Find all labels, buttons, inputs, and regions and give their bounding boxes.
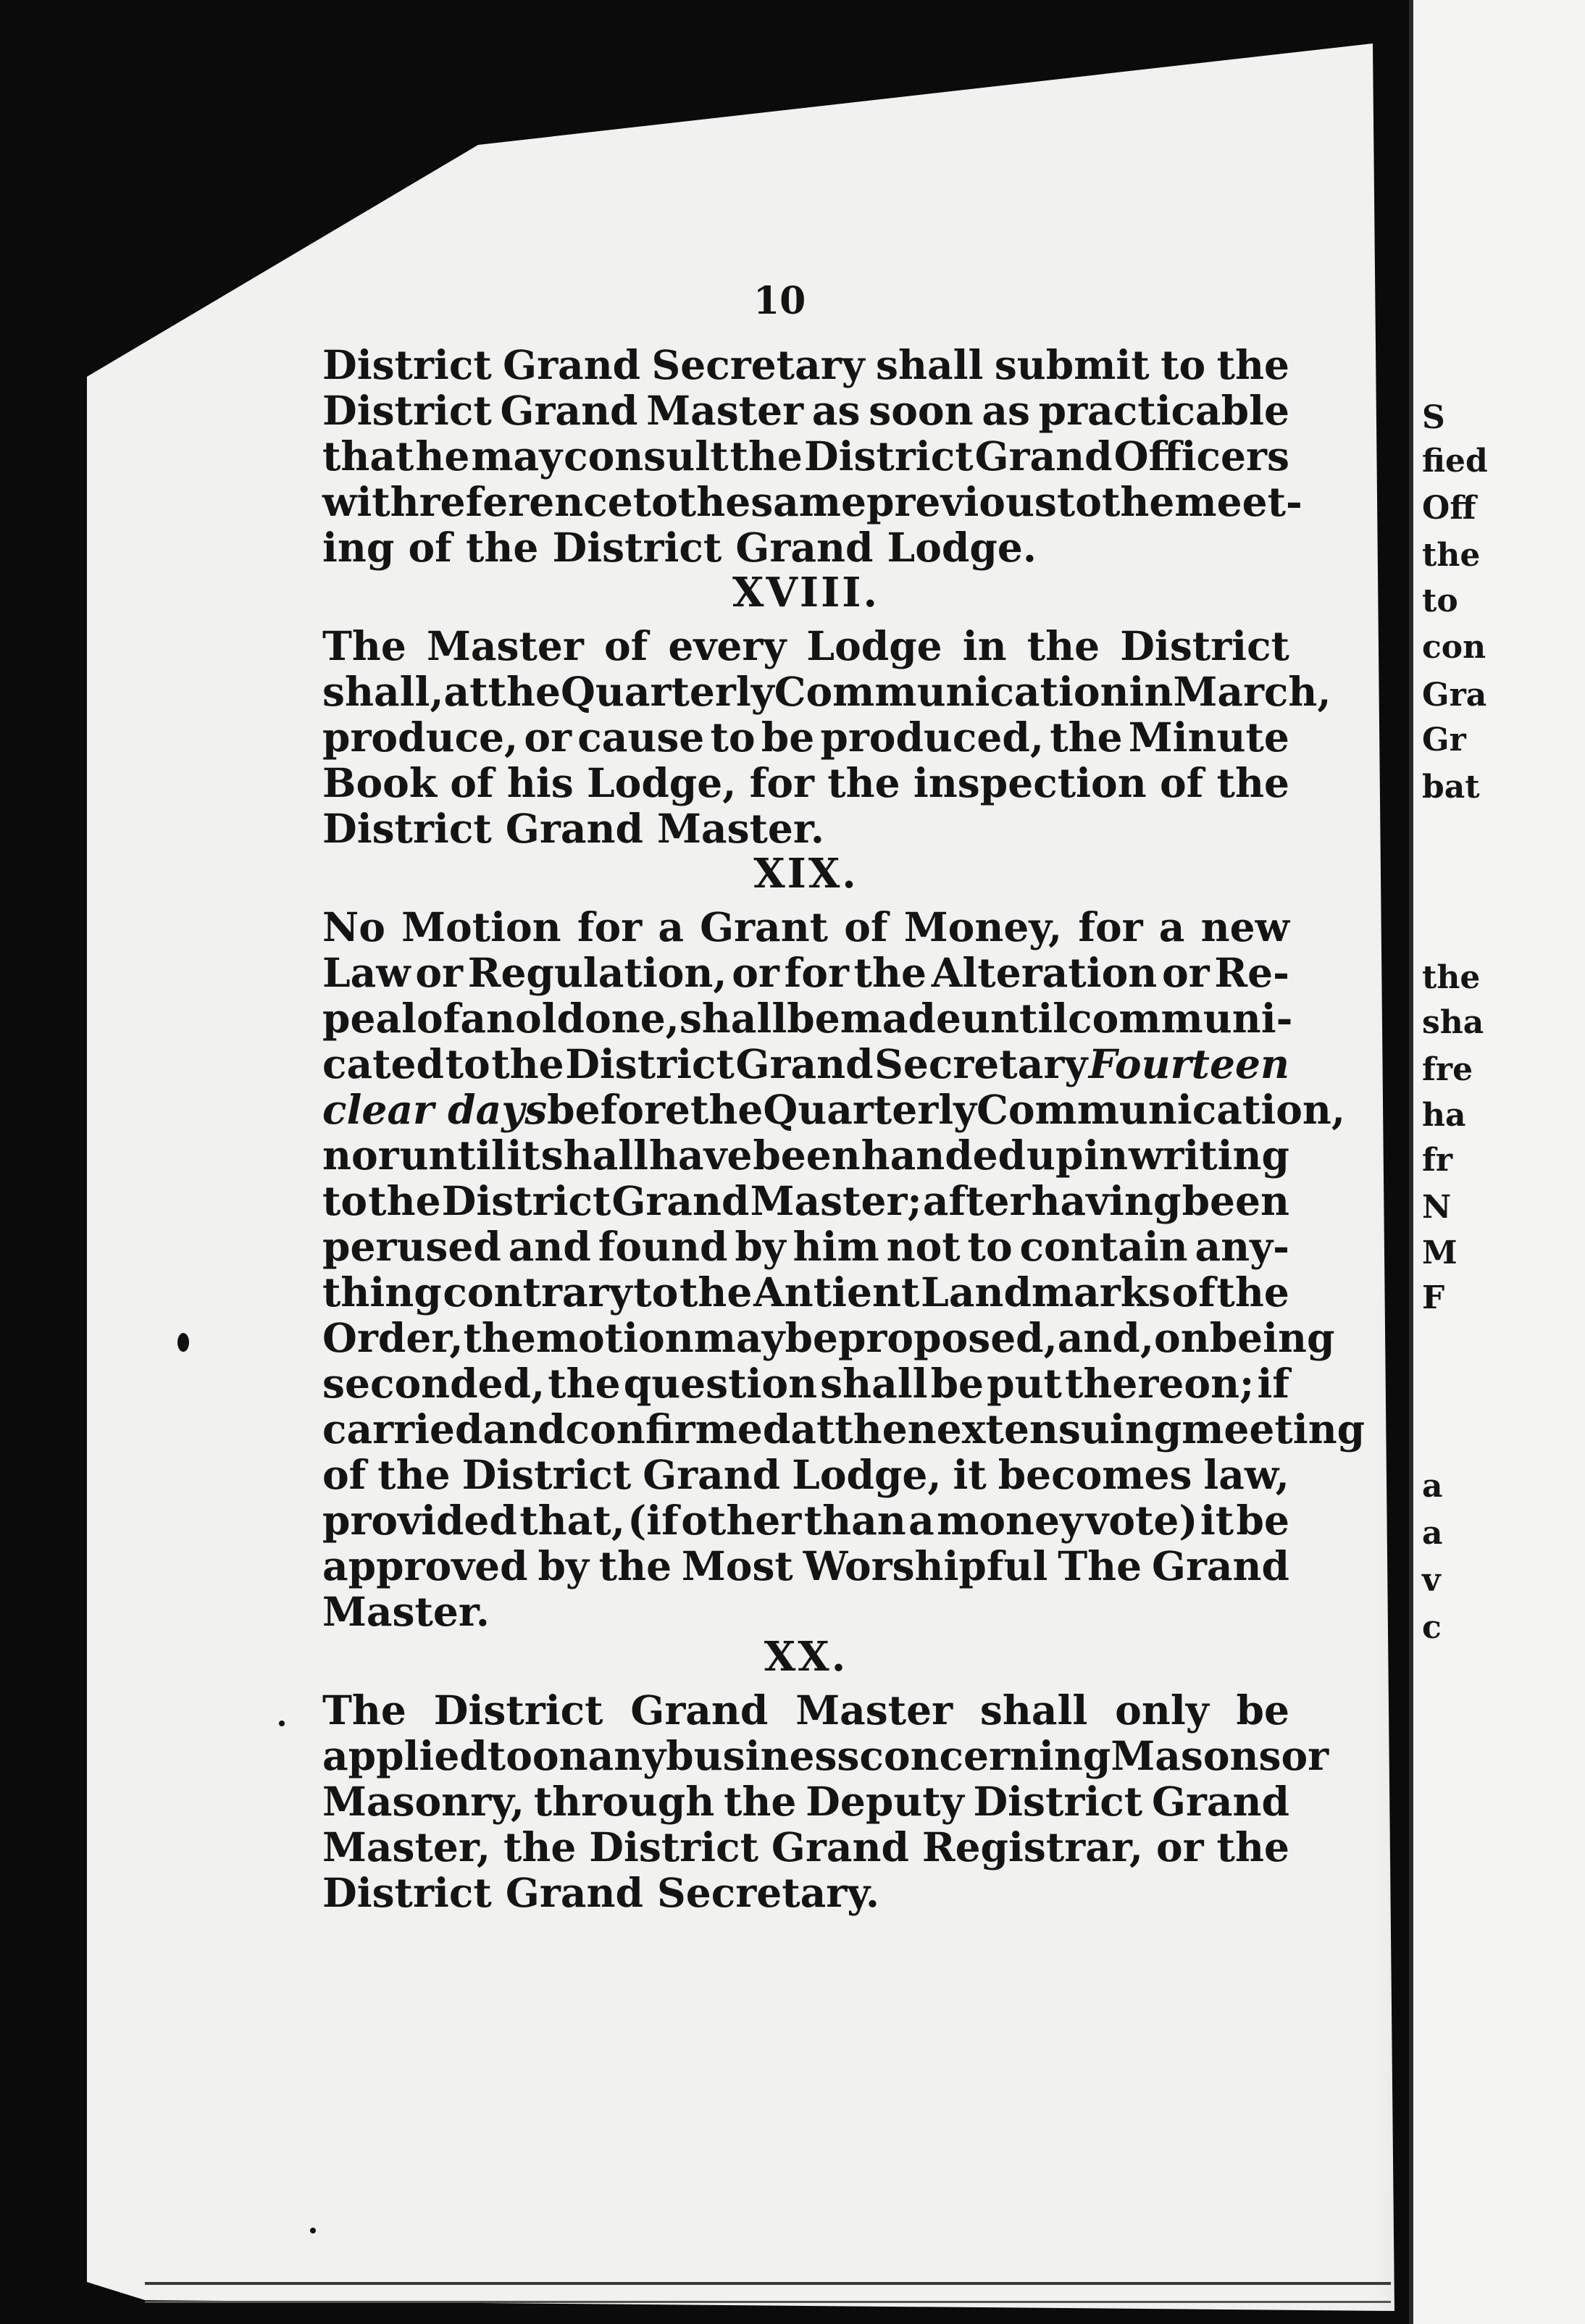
section-heading: XIX. [753, 850, 858, 898]
word: the [1102, 478, 1175, 525]
word: up [1026, 1132, 1084, 1179]
word: until [399, 1132, 506, 1179]
word: Deputy [806, 1778, 964, 1825]
word: that [322, 432, 414, 480]
word: applied [322, 1732, 488, 1779]
word: Most [681, 1542, 793, 1589]
word: law, [1203, 1451, 1289, 1498]
facing-page-fragment: ha [1422, 1097, 1466, 1134]
word: money [937, 1497, 1083, 1544]
text-line [322, 714, 1289, 760]
word: Secretary [874, 1040, 1088, 1087]
text-line [322, 760, 1289, 806]
text-line [322, 1543, 1289, 1589]
word: the [853, 949, 927, 996]
word: the [503, 1823, 577, 1871]
word: Master [427, 622, 584, 669]
word: other [681, 1497, 802, 1544]
word: a [1158, 903, 1185, 950]
word: previous [866, 478, 1057, 525]
word: The [322, 1686, 406, 1734]
word: Communication [774, 668, 1129, 715]
word: the [377, 1451, 451, 1498]
facing-page-fragment: the [1422, 959, 1481, 996]
word: Alteration [931, 949, 1158, 996]
word: March, [1173, 668, 1331, 715]
word: the [679, 1268, 753, 1316]
word: Antient [753, 1268, 920, 1316]
text-line [322, 1405, 1366, 1452]
word: at [790, 1405, 835, 1452]
word: the [729, 432, 803, 480]
word: in [1129, 668, 1174, 715]
word: perused [322, 1223, 501, 1270]
word: shall [540, 1132, 649, 1179]
text-line [322, 1269, 1289, 1315]
word: Order, [322, 1314, 464, 1361]
word: Landmarks [921, 1268, 1171, 1316]
word: meet- [1174, 478, 1302, 525]
word: shall [979, 1686, 1088, 1734]
text-line [322, 1041, 1289, 1087]
word: Money, [903, 903, 1063, 950]
page-number: 10 [753, 279, 806, 323]
word: by [735, 1223, 786, 1270]
word: Lodge, [792, 1451, 942, 1498]
word: than [803, 1497, 906, 1544]
word: District [322, 341, 492, 388]
word: for [784, 949, 849, 996]
facing-page-fragment: a [1422, 1468, 1443, 1505]
facing-page-fragment: a [1422, 1515, 1443, 1552]
word: he [415, 432, 470, 480]
word: the [677, 478, 751, 525]
word: of [844, 903, 888, 950]
facing-page-fragment: to [1422, 582, 1458, 619]
word: only [1115, 1686, 1209, 1734]
word: Worshipful [803, 1542, 1048, 1589]
word: Re- [1214, 949, 1289, 996]
ink-speck [177, 1333, 189, 1352]
word: and, [1057, 1314, 1155, 1361]
word: concerning [859, 1732, 1111, 1779]
word: as [982, 387, 1030, 434]
facing-page-fragment: S [1422, 399, 1445, 436]
word: Secretary [651, 341, 865, 388]
facing-page-fragment: fre [1422, 1051, 1473, 1088]
word: becomes [998, 1451, 1192, 1498]
facing-page-fragment: fied [1422, 443, 1488, 480]
word: new [1200, 903, 1289, 950]
text-line [322, 388, 1289, 433]
facing-page-fragment: v [1422, 1562, 1441, 1599]
word: to [1160, 341, 1206, 388]
word: the [1050, 714, 1123, 761]
word: District [565, 1040, 735, 1087]
word: to [445, 1040, 490, 1087]
word: having [1031, 1177, 1182, 1224]
italic-emphasis: Fourteen [1088, 1040, 1289, 1087]
word: it [953, 1451, 987, 1498]
text-line: District Grand Secretary. [322, 1869, 880, 1916]
word: the [1216, 341, 1289, 388]
word: writing [1129, 1132, 1289, 1179]
word: reference [419, 478, 633, 525]
word: at [443, 668, 488, 715]
text-line [322, 995, 1293, 1042]
word: of [450, 759, 494, 806]
word: to [487, 1732, 532, 1779]
word: been [753, 1132, 861, 1179]
word: or [524, 714, 572, 761]
word: Grand [611, 1177, 750, 1224]
word: shall [679, 995, 787, 1042]
text-line [322, 904, 1289, 950]
word: Law [322, 949, 411, 996]
word: be [787, 995, 840, 1042]
word: to [710, 714, 756, 761]
word: be [930, 1360, 984, 1407]
word: Quarterly [763, 1086, 977, 1133]
word: soon [869, 387, 974, 434]
text-line [322, 1778, 1289, 1824]
text-line [322, 1314, 1335, 1361]
word: next [907, 1405, 1004, 1452]
word: any [587, 1732, 666, 1779]
text-line [322, 950, 1289, 995]
word: Grand [503, 341, 641, 388]
word: put [987, 1360, 1062, 1407]
word: Officers [1113, 432, 1289, 480]
word: meeting [1182, 1405, 1366, 1452]
word: to [1056, 478, 1102, 525]
facing-page-edge [1409, 0, 1585, 2324]
word: and [482, 1405, 566, 1452]
text-line [322, 342, 1289, 388]
word: District [441, 1177, 611, 1224]
text-line [322, 1824, 1289, 1870]
word: a [908, 1497, 934, 1544]
word: made [840, 995, 961, 1042]
word: of [1171, 1268, 1216, 1316]
word: to [633, 1268, 679, 1316]
word: Communication, [976, 1086, 1346, 1133]
word: vote) [1085, 1497, 1198, 1544]
word: practicable [1038, 387, 1289, 434]
word: his [506, 759, 574, 806]
word: be [761, 714, 815, 761]
word: handed [861, 1132, 1026, 1179]
word: the [1216, 1268, 1289, 1316]
word: (if [627, 1497, 679, 1544]
word: Masons [1111, 1732, 1281, 1779]
ink-speck [310, 2228, 316, 2233]
word: No [322, 903, 385, 950]
facing-page-fragment: N [1422, 1189, 1452, 1226]
word: District [1120, 622, 1289, 669]
facing-page-fragment: sha [1422, 1004, 1484, 1041]
text-line [322, 623, 1289, 669]
word: in [1084, 1132, 1129, 1179]
word: or [1155, 1823, 1204, 1871]
word: Grand [735, 1040, 874, 1087]
page-bottom-edge [145, 2282, 1391, 2303]
word: the [491, 1040, 564, 1087]
text-line [322, 1132, 1289, 1178]
word: Motion [401, 903, 561, 950]
word: of [322, 1451, 367, 1498]
word: the [548, 1360, 621, 1407]
word: on [1154, 1314, 1210, 1361]
word: Registrar, [921, 1823, 1144, 1871]
word: shall, [322, 668, 444, 715]
word: Lodge, [586, 759, 737, 806]
word: seconded, [322, 1360, 545, 1407]
facing-page-fragment: Gra [1422, 677, 1487, 714]
facing-page-fragment: the [1422, 537, 1481, 574]
word: until [961, 995, 1068, 1042]
word: carried [322, 1405, 483, 1452]
word: District [322, 387, 492, 434]
word: the [488, 668, 561, 715]
word: been [1182, 1177, 1289, 1224]
word: the [463, 1314, 536, 1361]
word: an [460, 995, 515, 1042]
text-line [322, 1086, 1346, 1133]
word: contrary [443, 1268, 632, 1316]
word: one, [585, 995, 679, 1042]
word: old [514, 995, 585, 1042]
word: shall [876, 341, 984, 388]
section-heading: XVIII. [732, 569, 879, 616]
word: confirmed [565, 1405, 791, 1452]
word: have [648, 1132, 753, 1179]
word: the [1216, 759, 1289, 806]
word: every [668, 622, 787, 669]
word: same [750, 478, 866, 525]
word: for [1078, 903, 1143, 950]
facing-page-fragment: c [1422, 1609, 1442, 1646]
word: peal [322, 995, 417, 1042]
ink-speck [279, 1721, 285, 1726]
word: may [693, 1314, 785, 1361]
facing-page-fragment: bat [1422, 769, 1480, 806]
word: shall [820, 1360, 928, 1407]
word: Master [795, 1686, 953, 1734]
text-line [322, 1452, 1289, 1497]
word: as [811, 387, 861, 434]
word: contain [1019, 1223, 1188, 1270]
word: with [322, 478, 419, 525]
word: to [967, 1223, 1013, 1270]
word: approved [322, 1542, 528, 1589]
word: District [589, 1823, 758, 1871]
italic-emphasis: clear days [322, 1086, 548, 1133]
word: and [508, 1223, 591, 1270]
word: to [322, 1177, 368, 1224]
word: Grand [1151, 1542, 1289, 1589]
facing-page-fragment: F [1422, 1279, 1445, 1316]
word: be [1236, 1686, 1289, 1734]
word: cause [577, 714, 705, 761]
word: or [1281, 1732, 1329, 1779]
word: The [1058, 1542, 1142, 1589]
word: not [886, 1223, 961, 1270]
word: Grand [974, 432, 1113, 480]
word: to [632, 478, 678, 525]
text-line [322, 1360, 1289, 1406]
word: Masonry, [322, 1778, 524, 1825]
word: provided [322, 1497, 517, 1544]
word: Grand [643, 1451, 781, 1498]
word: that, [519, 1497, 625, 1544]
word: it [506, 1132, 540, 1179]
word: Grand [1151, 1778, 1289, 1825]
word: District [803, 432, 974, 480]
word: if [1257, 1360, 1289, 1407]
word: Minute [1128, 714, 1289, 761]
word: on [532, 1732, 588, 1779]
facing-page-fragment: Gr [1422, 722, 1466, 758]
text-line: District Grand Master. [322, 805, 825, 852]
word: be [785, 1314, 838, 1361]
word: by [538, 1542, 589, 1589]
word: District [461, 1451, 632, 1498]
word: produced, [820, 714, 1045, 761]
word: him [792, 1223, 879, 1270]
word: proposed, [837, 1314, 1058, 1361]
word: Quarterly [560, 668, 774, 715]
word: any- [1195, 1223, 1289, 1270]
text-line [322, 1178, 1289, 1224]
word: of [1159, 759, 1204, 806]
word: ensuing [1003, 1405, 1182, 1452]
word: the [368, 1177, 441, 1224]
word: the [827, 759, 900, 806]
word: cated [322, 1040, 444, 1087]
text-line [322, 1687, 1289, 1733]
word: of [416, 995, 461, 1042]
word: communi- [1068, 995, 1293, 1042]
word: through [533, 1778, 715, 1825]
word: a [658, 903, 684, 950]
word: found [598, 1223, 728, 1270]
word: inspection [913, 759, 1147, 806]
word: the [1216, 1823, 1289, 1871]
word: may [471, 432, 563, 480]
word: be [1236, 1497, 1289, 1544]
word: the [598, 1542, 672, 1589]
word: consult [564, 432, 729, 480]
text-line [322, 433, 1289, 479]
word: for [749, 759, 814, 806]
word: Regulation, [467, 949, 727, 996]
section-heading: XX. [764, 1633, 848, 1681]
facing-page-fragment: M [1422, 1234, 1458, 1271]
word: before [547, 1086, 690, 1133]
facing-page-fragment: Off [1422, 490, 1476, 527]
word: Grand [500, 387, 638, 434]
word: the [690, 1086, 764, 1133]
text-line: Master. [322, 1588, 490, 1635]
word: the [835, 1405, 908, 1452]
word: produce, [322, 714, 519, 761]
word: thereon; [1065, 1360, 1255, 1407]
word: District [433, 1686, 603, 1734]
word: Master, [322, 1823, 491, 1871]
word: Lodge [806, 622, 942, 669]
word: Master [646, 387, 804, 434]
word: or [732, 949, 779, 996]
word: being [1209, 1314, 1335, 1361]
word: of [603, 622, 648, 669]
word: in [962, 622, 1007, 669]
word: District [973, 1778, 1143, 1825]
text-line [322, 1224, 1289, 1269]
word: nor [322, 1132, 399, 1179]
word: the [1026, 622, 1100, 669]
word: Book [322, 759, 437, 806]
text-line: ing of the District Grand Lodge. [322, 524, 1037, 571]
word: thing [322, 1268, 442, 1316]
word: Grand [771, 1823, 909, 1871]
text-line [322, 1497, 1289, 1543]
word: question [623, 1360, 818, 1407]
text-line [322, 668, 1331, 715]
word: Grant [700, 903, 829, 950]
facing-page-fragment: fr [1422, 1142, 1453, 1179]
word: or [415, 949, 464, 996]
word: after [922, 1177, 1031, 1224]
word: submit [994, 341, 1150, 388]
word: for [577, 903, 643, 950]
word: business [666, 1732, 860, 1779]
word: it [1200, 1497, 1234, 1544]
word: The [322, 622, 406, 669]
word: the [724, 1778, 797, 1825]
word: Grand [630, 1686, 769, 1734]
word: or [1162, 949, 1210, 996]
text-line [322, 1732, 1329, 1779]
word: motion [535, 1314, 694, 1361]
text-line [322, 478, 1302, 525]
facing-page-fragment: con [1422, 629, 1486, 666]
word: Master; [750, 1177, 922, 1224]
